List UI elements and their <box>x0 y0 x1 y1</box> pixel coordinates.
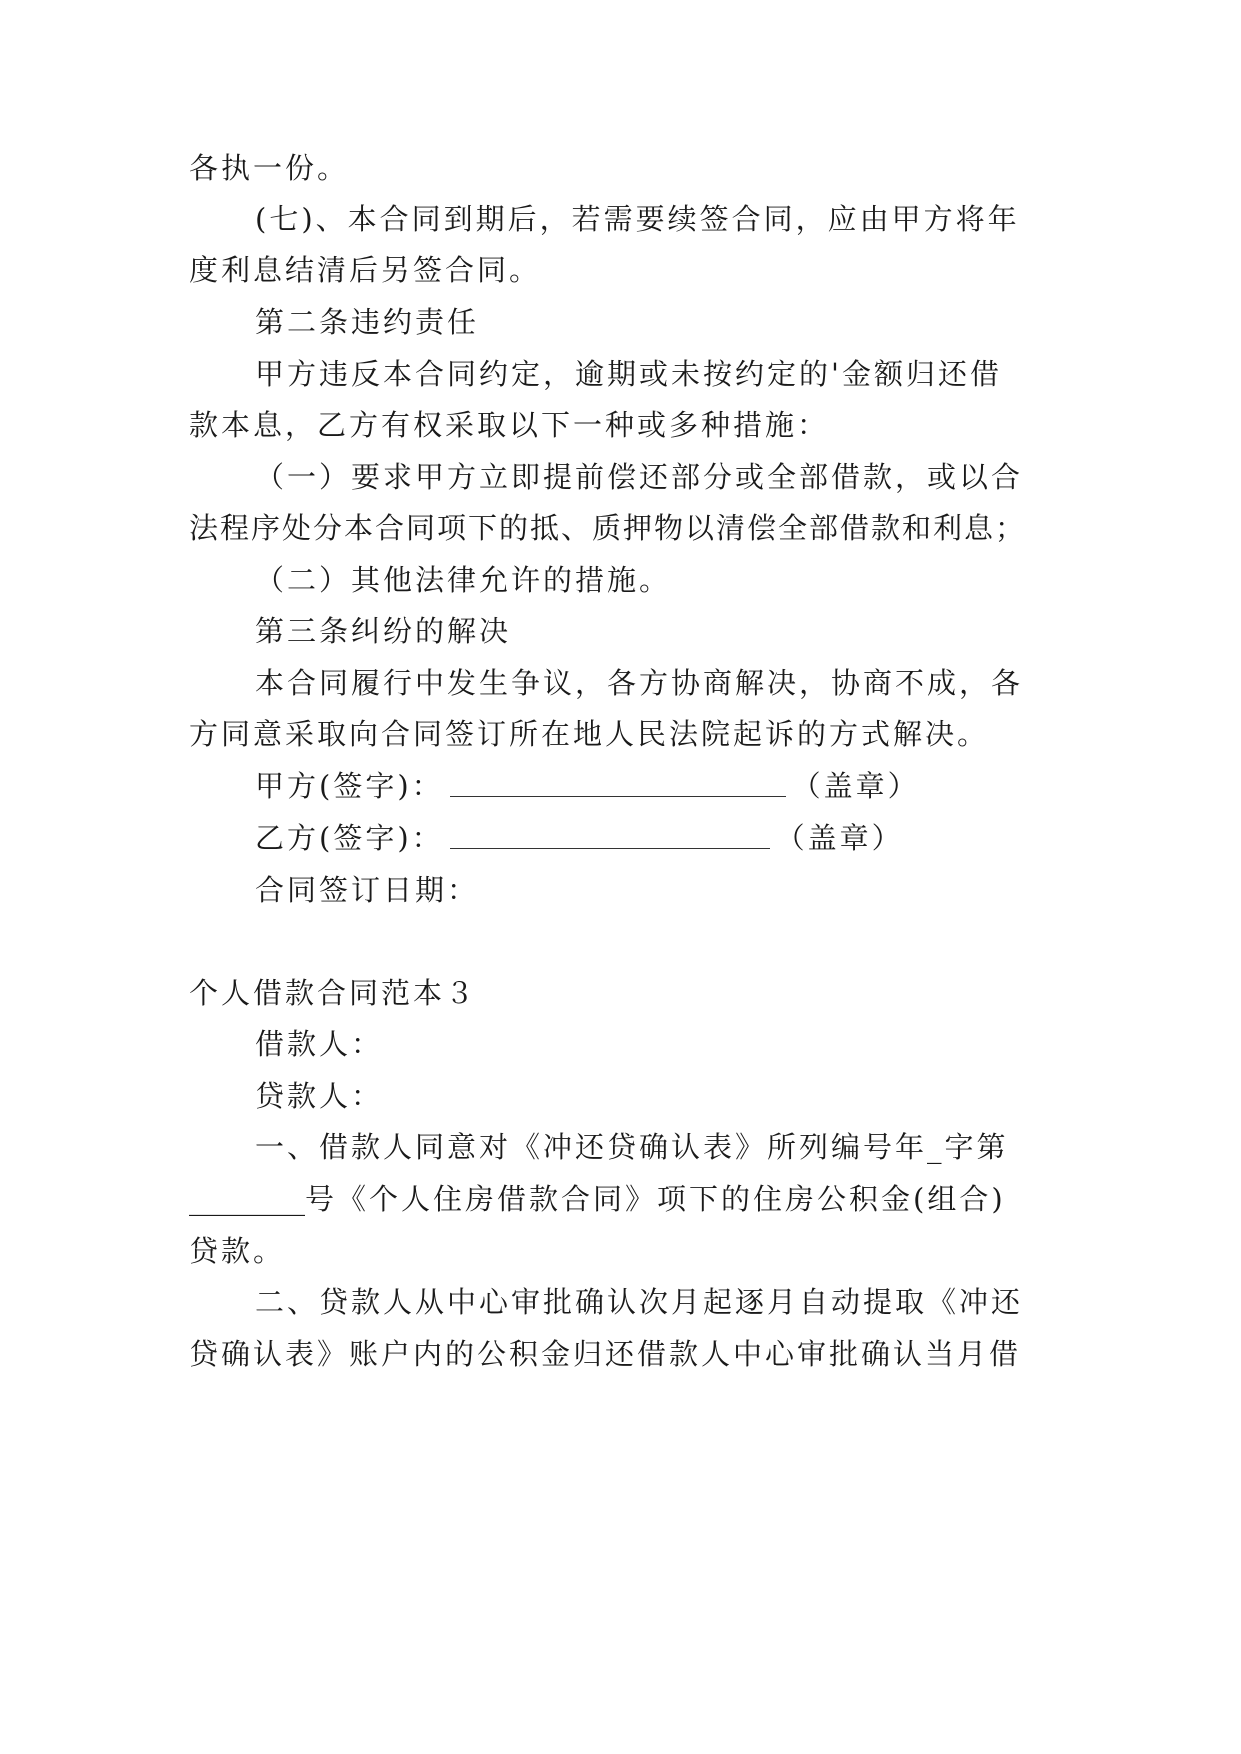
party-b-signature-line[interactable] <box>450 826 770 849</box>
party-a-label: 甲方(签字)： <box>255 769 444 803</box>
paragraph-line <box>189 1182 1006 1216</box>
document-title: 个人借款合同范本３ <box>189 976 478 1010</box>
paragraph-line: (七)、本合同到期后，若需要续签合同，应由甲方将年 <box>255 202 1020 236</box>
paragraph-line: （二）其他法律允许的措施。 <box>255 563 672 597</box>
contract-number-blank: ________ <box>189 1182 305 1216</box>
paragraph-line: 贷款。 <box>189 1234 286 1268</box>
paragraph-text: 号《个人住房借款合同》项下的住房公积金(组合) <box>305 1182 1006 1216</box>
contract-date-label: 合同签订日期： <box>255 873 480 907</box>
lender-label: 贷款人： <box>255 1079 384 1113</box>
party-a-signature <box>255 769 920 803</box>
party-a-seal: （盖章） <box>791 769 920 803</box>
paragraph-line: 度利息结清后另签合同。 <box>189 253 542 287</box>
borrower-label: 借款人： <box>255 1027 384 1061</box>
party-a-signature-line[interactable] <box>450 774 786 797</box>
paragraph-line: 贷确认表》账户内的公积金归还借款人中心审批确认当月借 <box>189 1337 1022 1371</box>
paragraph-line: 款本息，乙方有权采取以下一种或多种措施： <box>189 408 830 442</box>
section-heading: 第三条纠纷的解决 <box>255 614 512 648</box>
party-b-seal: （盖章） <box>775 821 904 855</box>
section-heading: 第二条违约责任 <box>255 305 480 339</box>
party-b-label: 乙方(签字)： <box>255 821 444 855</box>
party-b-signature <box>255 821 904 855</box>
paragraph-line: 一、借款人同意对《冲还贷确认表》所列编号年_字第 <box>255 1130 1009 1164</box>
paragraph-line: 方同意采取向合同签订所在地人民法院起诉的方式解决。 <box>189 717 990 751</box>
paragraph-line: 二、贷款人从中心审批确认次月起逐月自动提取《冲还 <box>255 1285 1024 1319</box>
paragraph-line: 甲方违反本合同约定，逾期或未按约定的'金额归还借 <box>255 357 1002 391</box>
paragraph-line: 本合同履行中发生争议，各方协商解决，协商不成，各 <box>255 666 1024 700</box>
paragraph-line: （一）要求甲方立即提前偿还部分或全部借款，或以合 <box>255 460 1024 494</box>
paragraph-line: 法程序处分本合同项下的抵、质押物以清偿全部借款和利息； <box>189 511 1027 545</box>
paragraph-line: 各执一份。 <box>189 151 350 185</box>
